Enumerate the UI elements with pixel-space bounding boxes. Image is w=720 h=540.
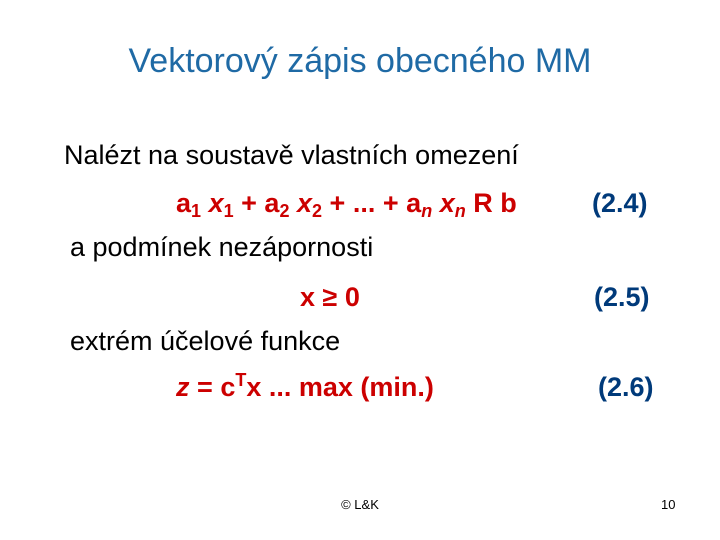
equation-nonnegativity: x ≥ 0 bbox=[300, 282, 360, 312]
objective-text: extrém účelové funkce bbox=[70, 326, 341, 356]
equation-number-2-5: (2.5) bbox=[594, 282, 650, 312]
page-number: 10 bbox=[661, 497, 676, 512]
nonnegativity-text: a podmínek nezápornosti bbox=[70, 232, 374, 262]
copyright-footer: © L&K bbox=[341, 497, 379, 512]
equation-objective: $z = c^Tx$ ... max (min.) bbox=[176, 370, 434, 402]
equation-number-2-4: (2.4) bbox=[592, 188, 648, 218]
equation-number-2-6: (2.6) bbox=[598, 372, 654, 402]
slide-title: Vektorový zápis obecného MM bbox=[128, 42, 592, 80]
equation-constraints: $a_1$ $x_1 + a_2$ $x_2$ + ... + $a_n$ $x_n$ R b bbox=[176, 188, 517, 221]
intro-text: Nalézt na soustavě vlastních omezení bbox=[64, 140, 519, 170]
